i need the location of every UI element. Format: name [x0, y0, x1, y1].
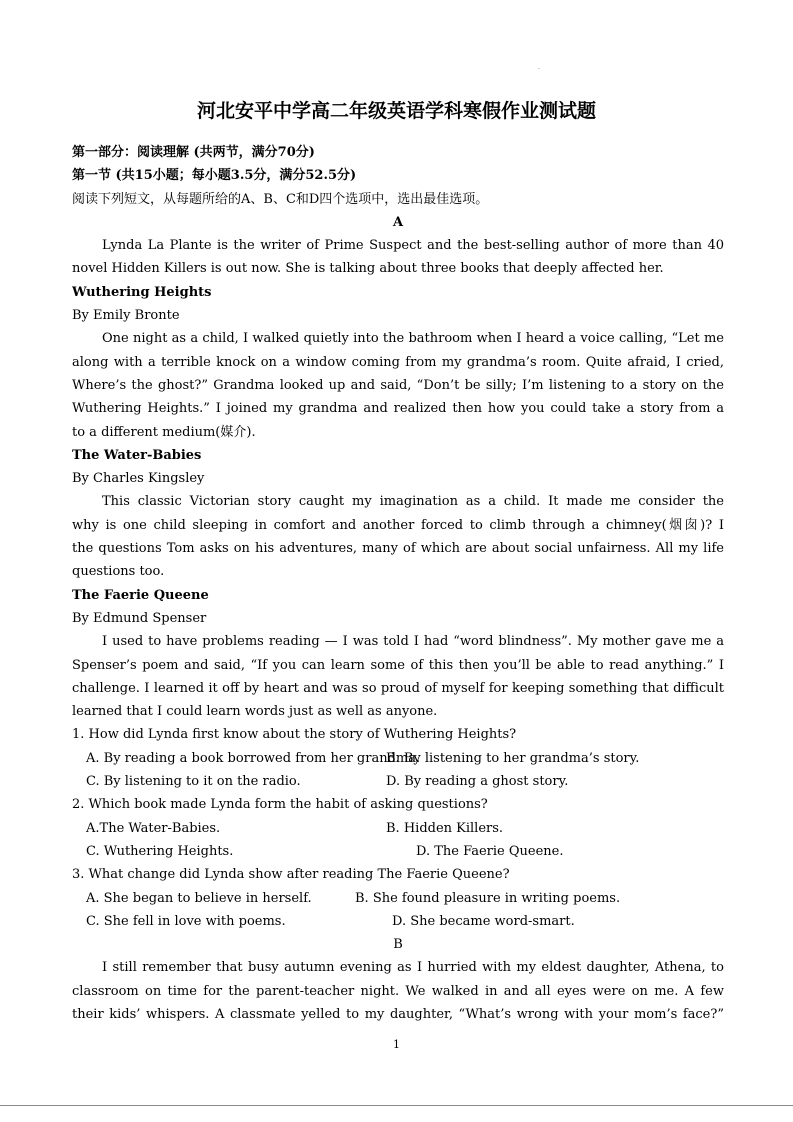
option-a: A. She began to believe in herself.	[86, 890, 312, 906]
option-d: D. By reading a ghost story.	[386, 774, 569, 790]
passage-line: questions too.	[72, 564, 165, 580]
option-d: D. She became word-smart.	[392, 913, 575, 929]
passage-line: their kids’ whispers. A classmate yelled to my daughter, “What’s wrong with your mom’s face?”	[72, 1006, 724, 1022]
passage-line: I used to have problems reading — I was told I had “word blindness”. My mother gave me a	[102, 634, 724, 650]
passage-line: I still remember that busy autumn evening as I hurried with my eldest daughter, Athena, to	[102, 960, 724, 976]
passage-line: the questions Tom asks on his adventures, many of which are about social unfairness. All my life	[72, 541, 724, 557]
option-a: A. By reading a book borrowed from her grandma.	[86, 750, 421, 766]
passage-line: learned that I could learn words just as well as anyone.	[72, 704, 438, 720]
option-b: B. Hidden Killers.	[386, 820, 504, 836]
passage-line: Spenser’s poem and said, “If you can learn some of this then you’ll be able to read anything.” I	[72, 657, 724, 673]
book-title: The Faerie Queene	[72, 587, 209, 603]
option-b: B. By listening to her grandma’s story.	[386, 750, 640, 766]
option-row	[72, 910, 724, 933]
passage-line: challenge. I learned it off by heart and was so proud of myself for keeping something that difficult	[72, 680, 724, 696]
section-heading: 第一节 (共15小题；每小题3.5分，满分52.5分)	[72, 168, 357, 184]
page-mark: .	[538, 64, 540, 71]
option-a: A.The Water-Babies.	[86, 820, 221, 836]
passage-line: This classic Victorian story caught my imagination as a child. It made me consider the	[102, 494, 724, 510]
passage-line: along with a terrible knock on a window coming from my grandma’s room. Quite afraid, I cried,	[72, 354, 724, 370]
option-row	[72, 770, 724, 793]
passage-line: Wuthering Heights.” I joined my grandma and realized then how you could take a story from a	[72, 401, 724, 417]
option-row	[72, 840, 724, 863]
option-row	[72, 817, 724, 840]
part-heading: 第一部分：阅读理解 (共两节，满分70分)	[72, 145, 315, 160]
option-c: C. She fell in love with poems.	[86, 913, 286, 929]
passage-b-label: B	[393, 937, 403, 953]
passage-line: One night as a child, I walked quietly into the bathroom when I heard a voice calling, “Let me	[102, 331, 724, 347]
passage-line: novel Hidden Killers is out now. She is talking about three books that deeply affected her.	[72, 261, 664, 277]
book-title: The Water-Babies	[72, 447, 202, 463]
option-c: C. Wuthering Heights.	[86, 843, 234, 859]
passage-line: why is one child sleeping in comfort and another forced to climb through a chimney(烟囱)? I	[72, 517, 724, 533]
book-author: By Edmund Spenser	[72, 610, 207, 626]
passage-a-label: A	[392, 214, 404, 230]
option-c: C. By listening to it on the radio.	[86, 774, 301, 790]
option-row	[72, 747, 724, 770]
passage-line: Lynda La Plante is the writer of Prime Suspect and the best-selling author of more than 40	[102, 238, 724, 254]
page-title: 河北安平中学高二年级英语学科寒假作业测试题	[196, 100, 596, 122]
question-stem: 2. Which book made Lynda form the habit of asking questions?	[72, 797, 488, 813]
instruction: 阅读下列短文，从每题所给的A、B、C和D四个选项中，选出最佳选项。	[72, 191, 489, 207]
question-stem: 1. How did Lynda first know about the story of Wuthering Heights?	[72, 727, 517, 743]
book-author: By Emily Bronte	[72, 308, 180, 324]
option-b: B. She found pleasure in writing poems.	[355, 890, 621, 906]
option-row	[72, 887, 724, 910]
page-number: 1	[393, 1038, 400, 1051]
book-title: Wuthering Heights	[72, 284, 212, 300]
question-stem: 3. What change did Lynda show after reading The Faerie Queene?	[72, 867, 510, 883]
book-author: By Charles Kingsley	[72, 471, 205, 487]
passage-line: classroom on time for the parent-teacher night. We walked in and all eyes were on me. A few	[72, 983, 724, 999]
passage-line: to a different medium(媒介).	[72, 424, 256, 440]
content	[72, 141, 724, 1026]
option-d: D. The Faerie Queene.	[416, 843, 564, 859]
passage-line: Where’s the ghost?” Grandma looked up and said, “Don’t be silly; I’m listening to a story on the	[72, 377, 724, 393]
footer-divider	[0, 1105, 793, 1106]
